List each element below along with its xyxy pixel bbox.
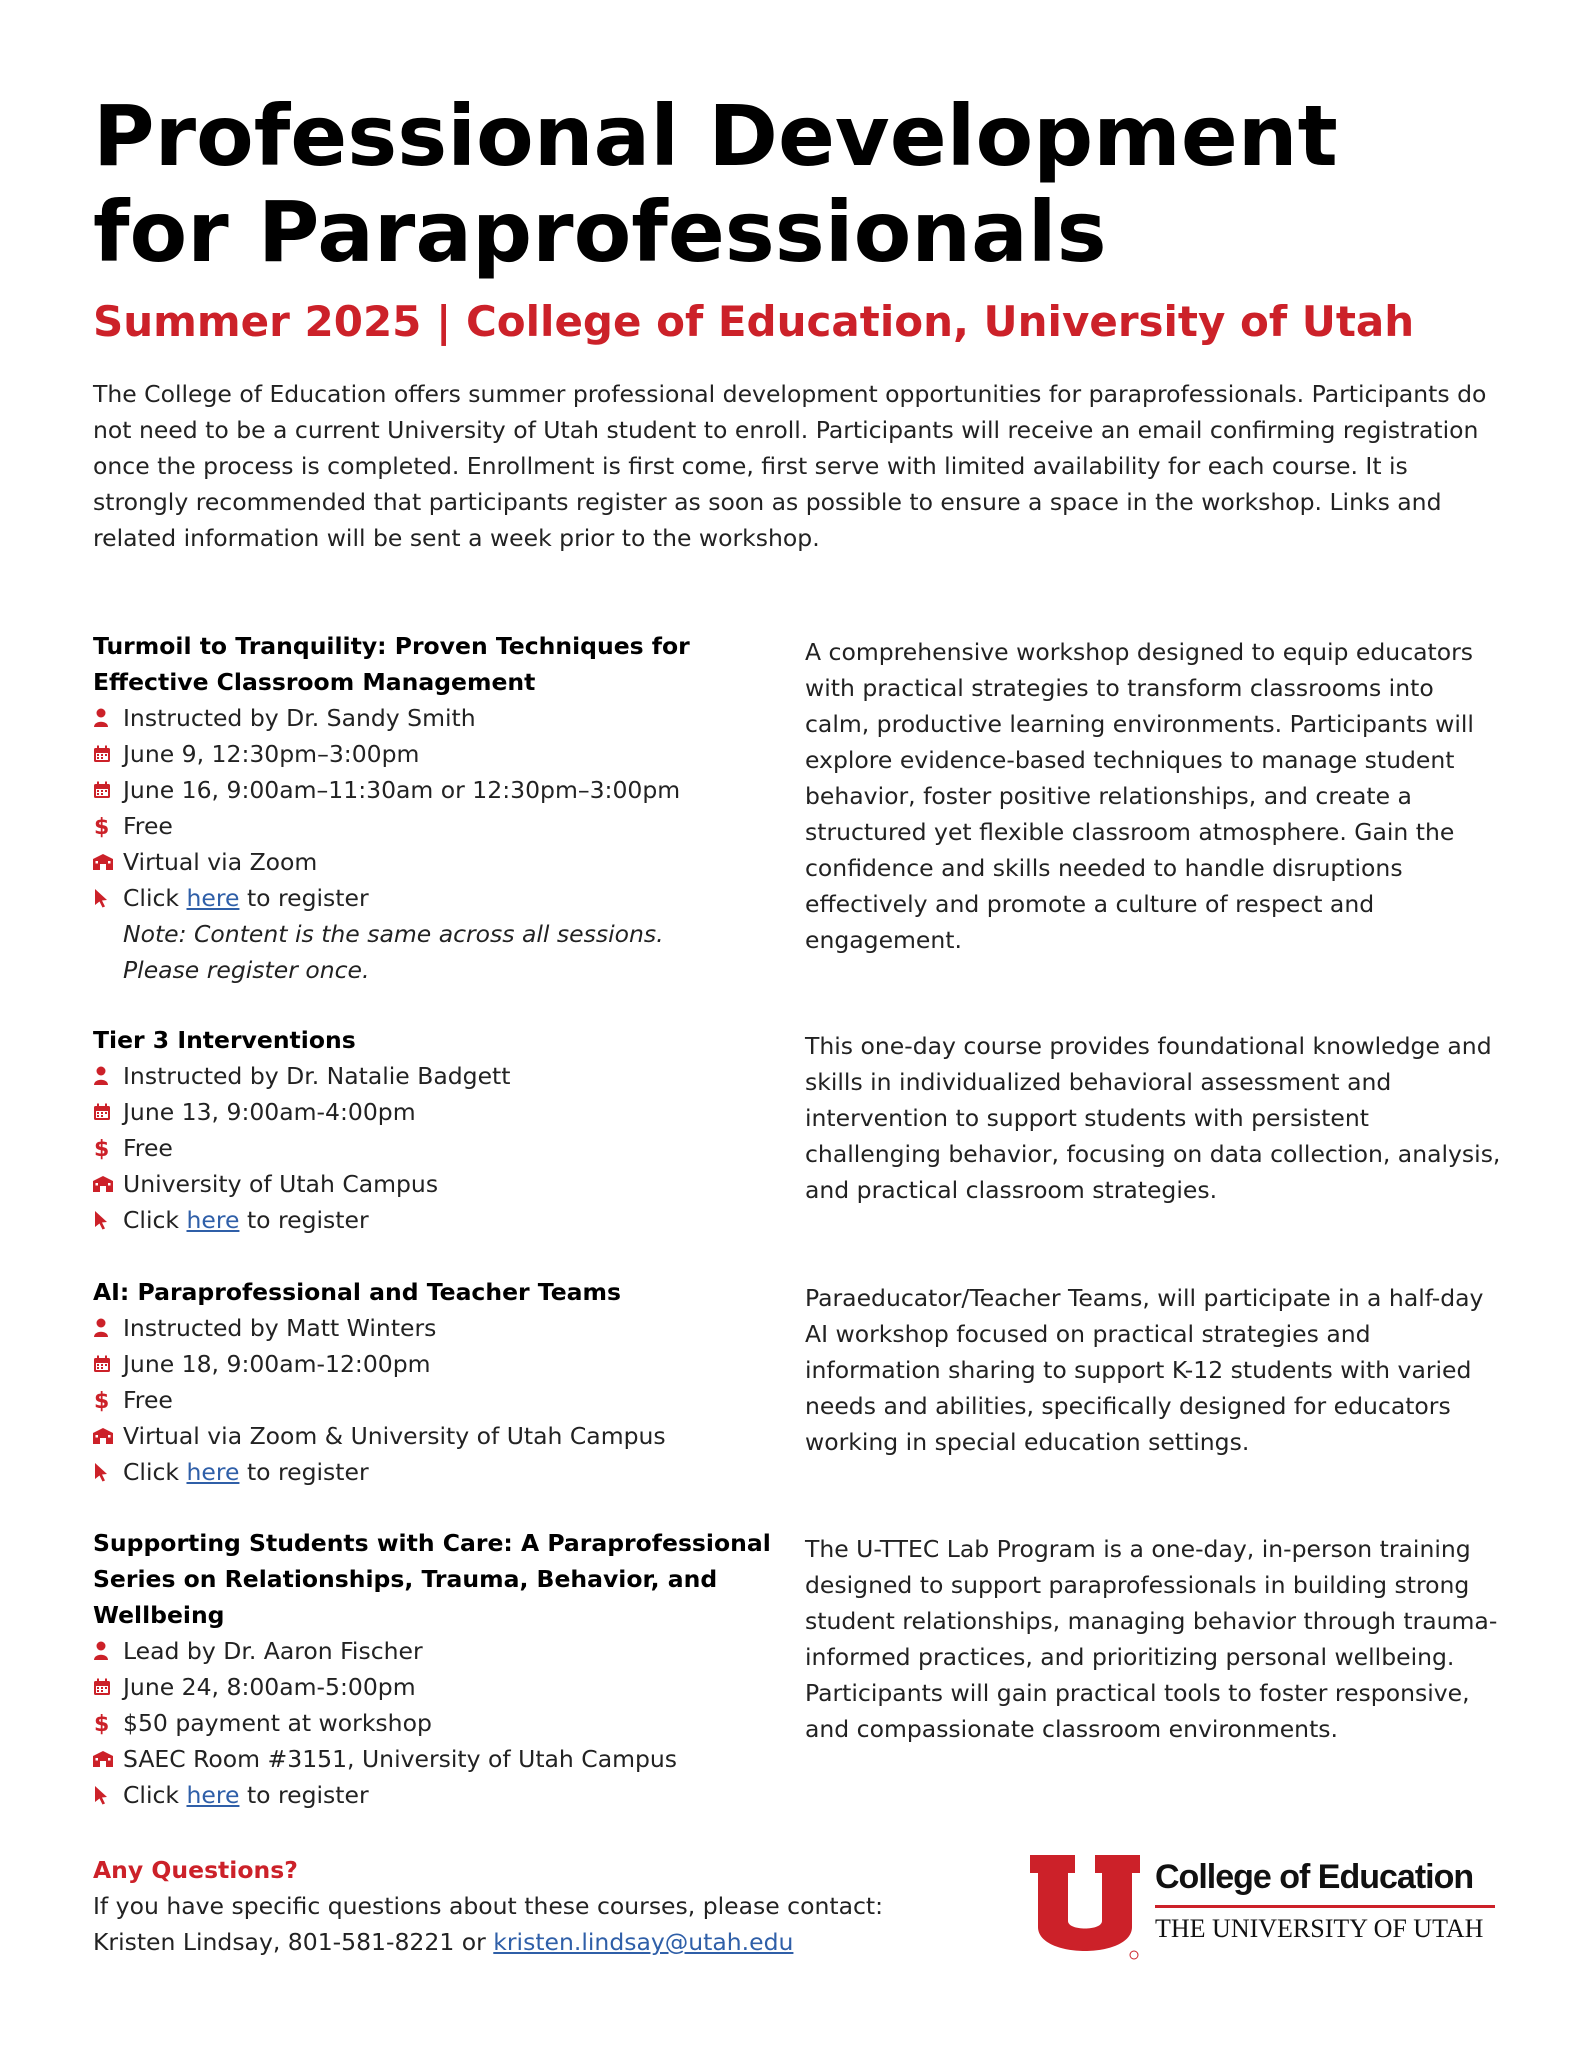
date-text: June 24, 8:00am-5:00pm: [123, 1673, 416, 1701]
register-text: to register: [246, 1458, 369, 1486]
course-description: This one-day course provides foundational knowledge and skills in individualized behavioral assessment and intervention to support students with persistent challenging behavior, focusing on data collection, analysis, and practical classroom strategies.: [805, 1032, 1501, 1204]
calendar-icon: [93, 1355, 123, 1373]
register-row: [93, 1777, 773, 1813]
cost-row: [93, 808, 773, 844]
building-icon: [93, 1428, 123, 1444]
logo-divider: [1155, 1905, 1495, 1908]
contact-name: Kristen Lindsay, 801-581-8221 or: [93, 1928, 486, 1956]
click-text: Click: [123, 884, 179, 912]
date-row: [93, 1669, 773, 1705]
calendar-icon: [93, 1678, 123, 1696]
person-icon: [93, 1066, 123, 1086]
date-row: [93, 736, 773, 772]
cursor-icon: [93, 1210, 123, 1230]
register-link[interactable]: here: [186, 1206, 240, 1234]
course-title-line: Tier 3 Interventions: [93, 1026, 356, 1054]
session-note: [93, 916, 773, 988]
location-text: Virtual via Zoom & University of Utah Campus: [123, 1422, 666, 1450]
date-row: [93, 1094, 773, 1130]
block-u-icon: [1030, 1855, 1140, 1965]
svg-text:$: $: [94, 1137, 109, 1160]
date-row: [93, 1346, 773, 1382]
cursor-icon: [93, 888, 123, 908]
location-row: [93, 1166, 773, 1202]
register-link[interactable]: here: [186, 884, 240, 912]
click-text: Click: [123, 1781, 179, 1809]
dollar-icon: [93, 1711, 123, 1735]
dollar-icon: [93, 1136, 123, 1160]
register-row: [93, 1202, 773, 1238]
course-description: A comprehensive workshop designed to equip educators with practical strategies to transform classrooms into calm, productive learning environments. Participants will explore evidence-based techniques to manage student behavior, foster positive relationships, and create a structured yet flexible classroom atmosphere. Gain the confidence and skills needed to handle disruptions effectively and promote a culture of respect and engagement.: [805, 638, 1474, 954]
course-title-line: Turmoil to Tranquility: Proven Techniques for: [93, 632, 690, 660]
cursor-icon: [93, 1785, 123, 1805]
title-line-2: for Paraprofessionals: [93, 183, 1107, 281]
contact-line: If you have specific questions about these courses, please contact:: [93, 1892, 884, 1920]
svg-text:$: $: [94, 815, 109, 838]
register-row: [93, 1454, 773, 1490]
course-title: [93, 1274, 773, 1310]
course-details: [93, 628, 773, 988]
person-icon: [93, 708, 123, 728]
location-row: [93, 844, 773, 880]
course-title: [93, 1022, 773, 1058]
logo-college-name: College of Education: [1155, 1858, 1474, 1896]
location-text: SAEC Room #3151, University of Utah Campus: [123, 1745, 678, 1773]
course-title: [93, 1525, 773, 1633]
instructor-text: Instructed by Matt Winters: [123, 1314, 437, 1342]
click-text: Click: [123, 1206, 179, 1234]
svg-text:$: $: [94, 1389, 109, 1412]
logo-university-name: THE UNIVERSITY OF UTAH: [1155, 1914, 1484, 1943]
calendar-icon: [93, 1103, 123, 1121]
course-title-line: AI: Paraprofessional and Teacher Teams: [93, 1278, 621, 1306]
page-subtitle: Summer 2025 | College of Education, University of Utah: [93, 297, 1415, 346]
instructor-text: Instructed by Dr. Sandy Smith: [123, 704, 476, 732]
course-description: The U-TTEC Lab Program is a one-day, in-person training designed to support paraprofessionals in building strong student relationships, managing behavior through trauma-informed practices, and prioritizing personal wellbeing. Participants will gain practical tools to foster responsive, and compassionate classroom environments.: [805, 1535, 1498, 1743]
course-details: [93, 1022, 773, 1238]
header: [93, 88, 1493, 556]
person-icon: [93, 1641, 123, 1661]
note-line: Please register once.: [123, 956, 370, 984]
register-row: [93, 880, 773, 916]
instructor-row: [93, 1058, 773, 1094]
svg-text:$: $: [94, 1712, 109, 1735]
calendar-icon: [93, 745, 123, 763]
course-title-line: Series on Relationships, Trauma, Behavior, and: [93, 1565, 718, 1593]
register-link[interactable]: here: [186, 1458, 240, 1486]
calendar-icon: [93, 781, 123, 799]
building-icon: [93, 1751, 123, 1767]
location-text: University of Utah Campus: [123, 1170, 439, 1198]
location-text: Virtual via Zoom: [123, 848, 318, 876]
instructor-text: Lead by Dr. Aaron Fischer: [123, 1637, 423, 1665]
register-link[interactable]: here: [186, 1781, 240, 1809]
register-text: to register: [246, 1206, 369, 1234]
contact-details: [93, 1924, 993, 1960]
course-details: [93, 1525, 773, 1813]
cursor-icon: [93, 1462, 123, 1482]
contact-email-link[interactable]: kristen.lindsay@utah.edu: [493, 1928, 794, 1956]
date-text: June 9, 12:30pm–3:00pm: [123, 740, 420, 768]
register-text: to register: [246, 1781, 369, 1809]
cost-row: [93, 1705, 773, 1741]
date-row: [93, 772, 773, 808]
course-title-line: Supporting Students with Care: A Paraprofessional: [93, 1529, 771, 1557]
click-text: Click: [123, 1458, 179, 1486]
cost-row: [93, 1130, 773, 1166]
date-text: June 16, 9:00am–11:30am or 12:30pm–3:00pm: [123, 776, 681, 804]
cost-text: Free: [123, 812, 173, 840]
instructor-row: [93, 1633, 773, 1669]
contact-section: [93, 1852, 993, 1960]
contact-heading: Any Questions?: [93, 1856, 298, 1884]
page-title: [93, 88, 1493, 280]
course-title-line: Wellbeing: [93, 1601, 225, 1629]
title-line-1: Professional Development: [93, 87, 1338, 185]
course-title: [93, 628, 773, 700]
note-line: Note: Content is the same across all sessions.: [123, 920, 664, 948]
location-row: [93, 1418, 773, 1454]
cost-row: [93, 1382, 773, 1418]
course-description: Paraeducator/Teacher Teams, will participate in a half-day AI workshop focused on practical strategies and information sharing to support K-12 students with varied needs and abilities, specifically designed for educators working in special education settings.: [805, 1284, 1484, 1456]
dollar-icon: [93, 1388, 123, 1412]
register-text: to register: [246, 884, 369, 912]
cost-text: $50 payment at workshop: [123, 1709, 432, 1737]
date-text: June 13, 9:00am-4:00pm: [123, 1098, 416, 1126]
intro-paragraph: The College of Education offers summer professional development opportunities for paraprofessionals. Participants do not need to be a current University of Utah student to enroll. Participants will receive an email confirming registration once the process is completed. Enrollment is first come, first serve with limited availability for each course. It is strongly recommended that participants register as soon as possible to ensure a space in the workshop. Links and related information will be sent a week prior to the workshop.: [93, 380, 1487, 552]
building-icon: [93, 1176, 123, 1192]
person-icon: [93, 1318, 123, 1338]
instructor-text: Instructed by Dr. Natalie Badgett: [123, 1062, 511, 1090]
instructor-row: [93, 700, 773, 736]
dollar-icon: [93, 814, 123, 838]
date-text: June 18, 9:00am-12:00pm: [123, 1350, 431, 1378]
course-details: [93, 1274, 773, 1490]
cost-text: Free: [123, 1134, 173, 1162]
building-icon: [93, 854, 123, 870]
college-logo: [1030, 1855, 1500, 1965]
instructor-row: [93, 1310, 773, 1346]
location-row: [93, 1741, 773, 1777]
cost-text: Free: [123, 1386, 173, 1414]
course-title-line: Effective Classroom Management: [93, 668, 536, 696]
